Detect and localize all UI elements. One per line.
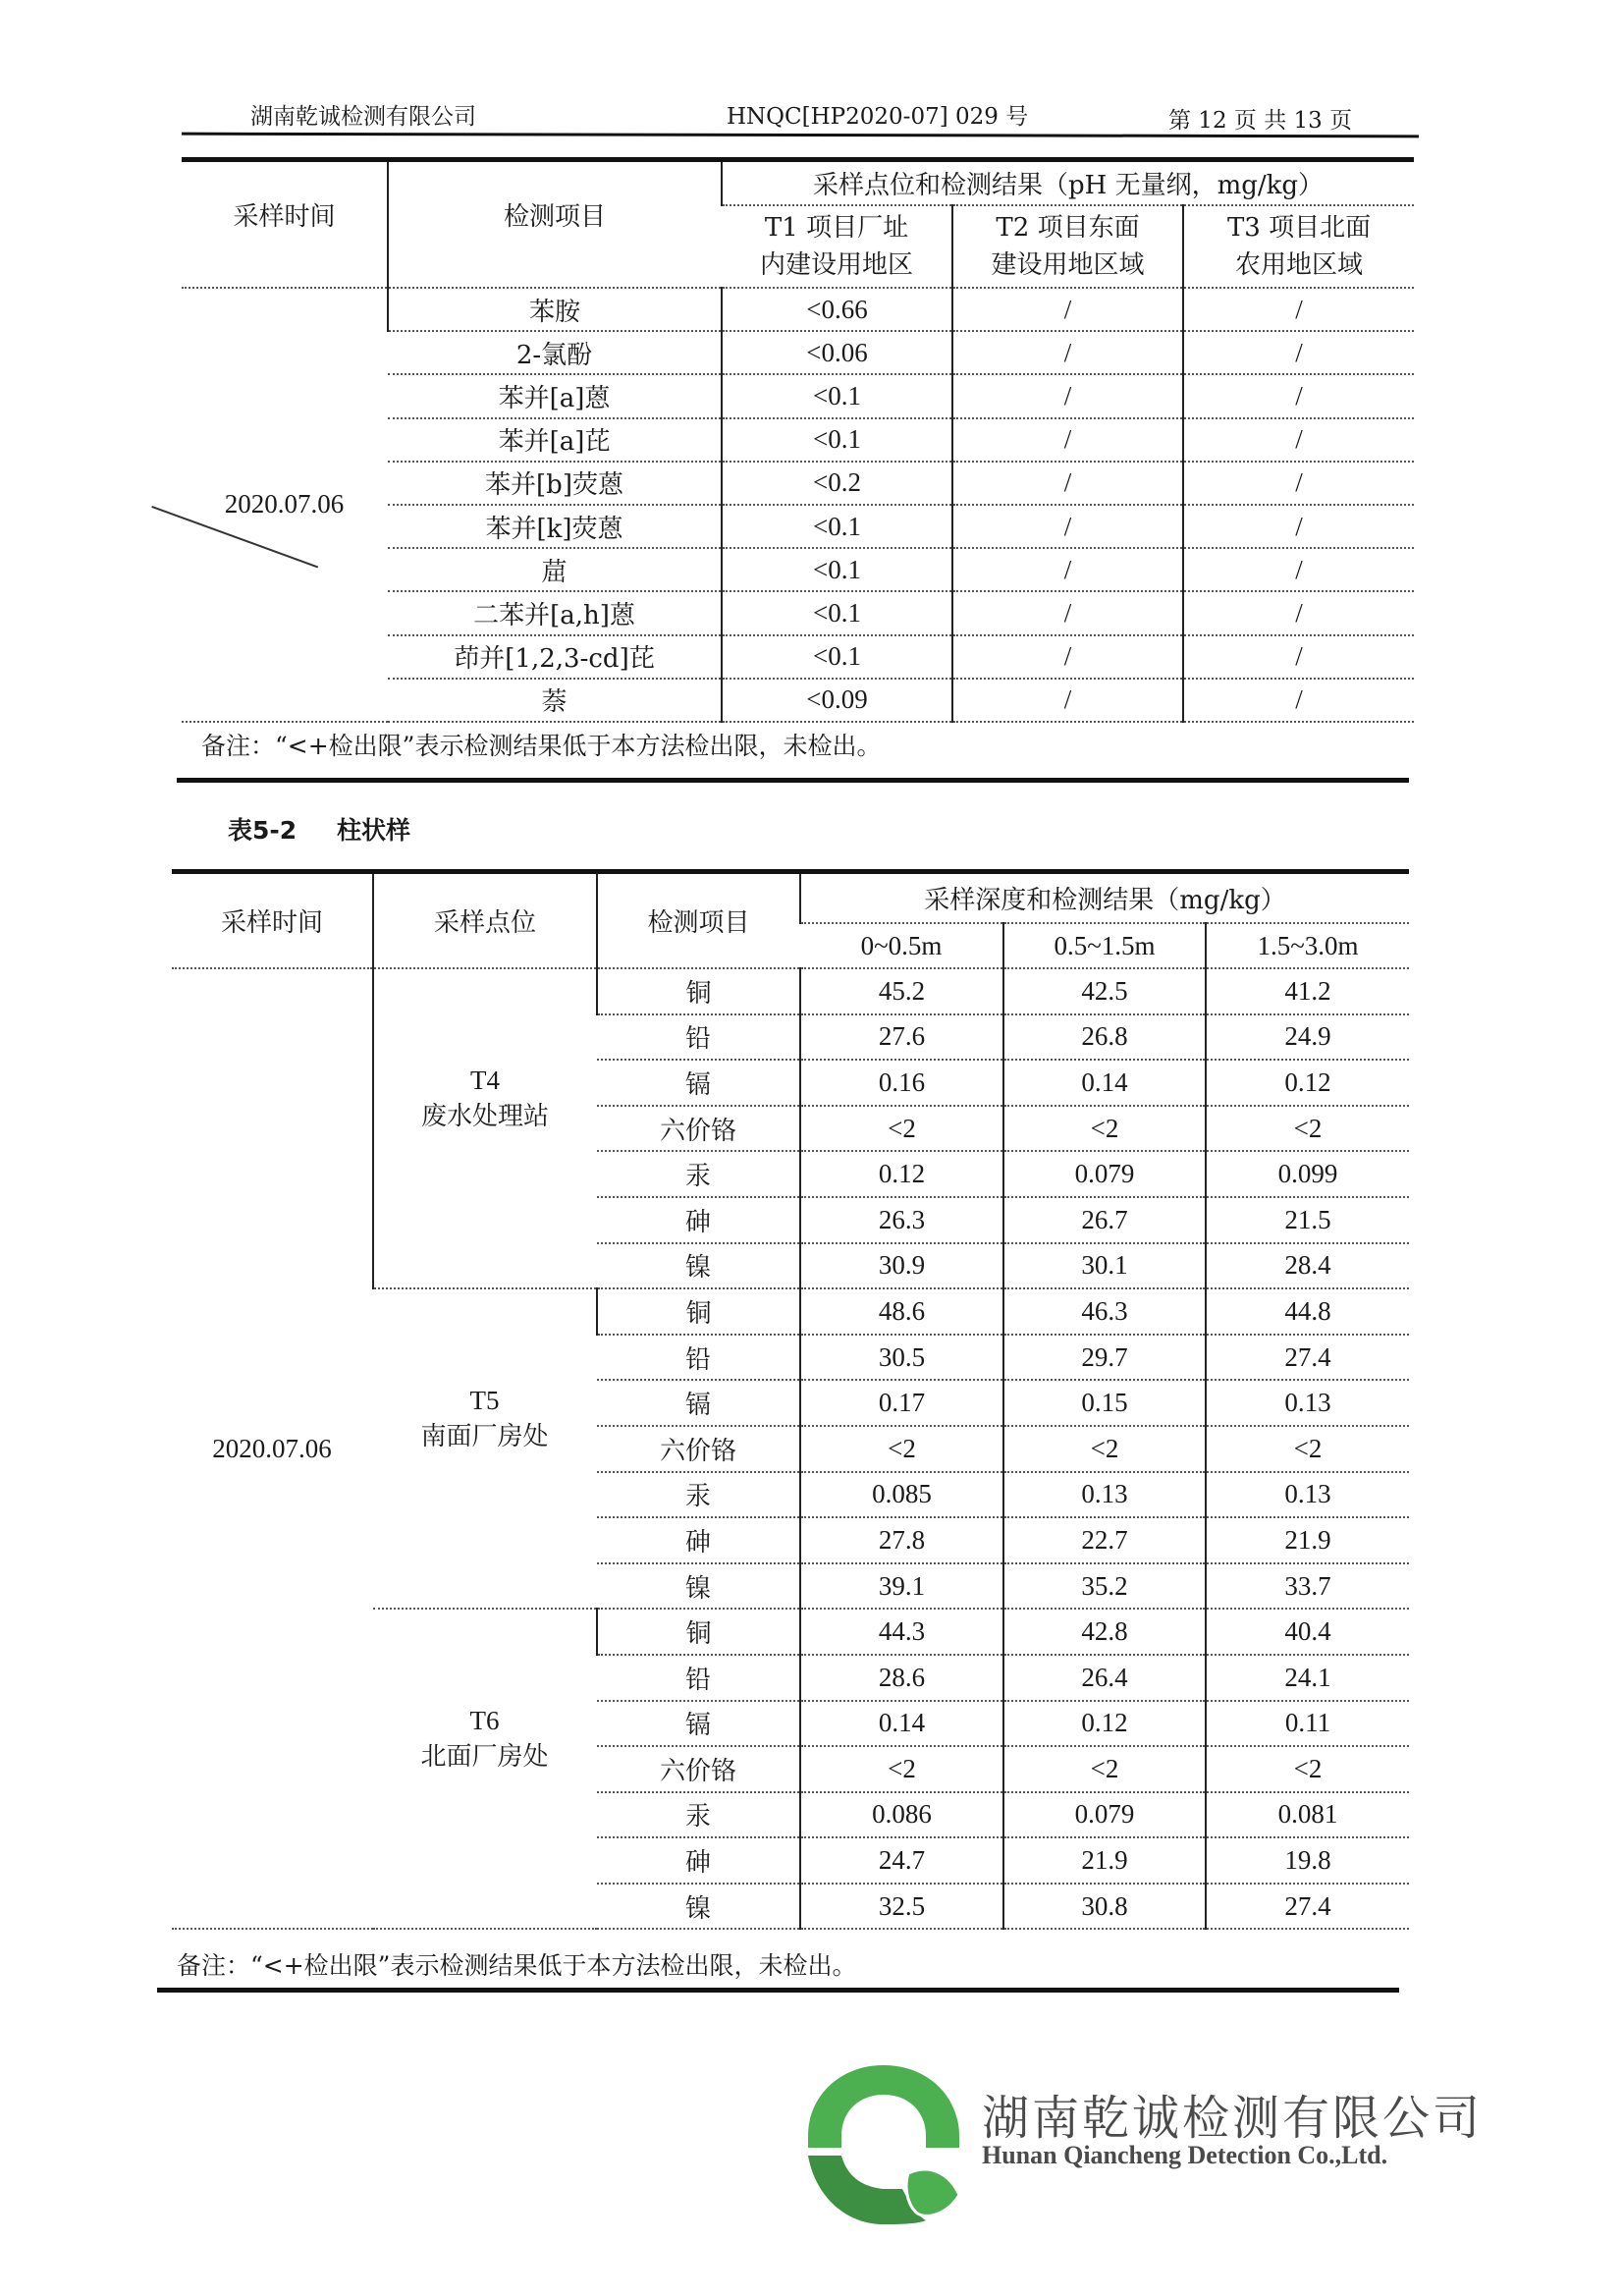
t1-date: 2020.07.06 xyxy=(182,288,388,722)
t1-value-t2: / xyxy=(952,635,1183,679)
t1-value-t2: / xyxy=(952,288,1183,331)
header-page-number: 第 12 页 共 13 页 xyxy=(1168,108,1353,134)
t1-item: 二苯并[a,h]蒽 xyxy=(388,591,722,634)
t1-value-t2: / xyxy=(952,331,1183,374)
t2-value-depth-2: 42.5 xyxy=(1003,968,1206,1014)
t2-value-depth-1: 0.085 xyxy=(800,1472,1003,1518)
table2-caption-number: 表5-2 xyxy=(228,816,298,845)
t2-item: 汞 xyxy=(597,1472,800,1518)
table1-bottom-rule xyxy=(177,778,1409,783)
t2-value-depth-3: 0.13 xyxy=(1206,1380,1409,1426)
header-company: 湖南乾诚检测有限公司 xyxy=(250,104,476,130)
t2-value-depth-2: 46.3 xyxy=(1003,1288,1206,1335)
t2-value-depth-3: 40.4 xyxy=(1206,1609,1409,1655)
t2-value-depth-2: <2 xyxy=(1003,1746,1206,1792)
t2-value-depth-3: 27.4 xyxy=(1206,1884,1409,1930)
table2-note: 备注：“<+检出限”表示检测结果低于本方法检出限，未检出。 xyxy=(177,1951,857,1980)
t1-value-t2: / xyxy=(952,462,1183,505)
t1-header-site-2: T2 项目东面建设用地区域 xyxy=(952,205,1183,288)
t2-item: 镍 xyxy=(597,1884,800,1930)
t2-value-depth-1: <2 xyxy=(800,1746,1003,1792)
table2 xyxy=(172,874,1409,1930)
t2-value-depth-2: 0.14 xyxy=(1003,1060,1206,1106)
t1-value-t1: <0.1 xyxy=(722,591,952,634)
table1 xyxy=(182,162,1414,723)
t2-value-depth-3: 0.099 xyxy=(1206,1151,1409,1197)
t2-header-depth-1: 0~0.5m xyxy=(800,923,1003,968)
header-doc-number: HNQC[HP2020-07] 029 号 xyxy=(727,104,1029,130)
t2-header-site: 采样点位 xyxy=(373,874,597,968)
t2-value-depth-1: 24.7 xyxy=(800,1837,1003,1884)
t2-item: 汞 xyxy=(597,1151,800,1197)
site-name: 北面厂房处 xyxy=(420,1742,549,1773)
t2-value-depth-1: 39.1 xyxy=(800,1563,1003,1610)
table2-bottom-rule xyxy=(157,1988,1399,1993)
t1-header-item: 检测项目 xyxy=(388,162,722,288)
t1-header-site-1: T1 项目厂址内建设用地区 xyxy=(722,205,952,288)
t2-value-depth-1: 0.16 xyxy=(800,1060,1003,1106)
t1-value-t3: / xyxy=(1183,635,1414,679)
t2-header-depth-3: 1.5~3.0m xyxy=(1206,923,1409,968)
t1-item: 苯并[a]蒽 xyxy=(388,374,722,417)
t2-item: 汞 xyxy=(597,1792,800,1838)
site-name: 废水处理站 xyxy=(420,1102,549,1132)
t2-item: 砷 xyxy=(597,1197,800,1243)
t2-item: 铅 xyxy=(597,1335,800,1381)
leaf-icon xyxy=(906,2169,959,2215)
t2-item: 铜 xyxy=(597,1609,800,1655)
t2-value-depth-3: <2 xyxy=(1206,1746,1409,1792)
t1-value-t2: / xyxy=(952,679,1183,722)
t2-value-depth-1: 27.6 xyxy=(800,1014,1003,1061)
t1-item: 苯胺 xyxy=(388,288,722,331)
t1-value-t3: / xyxy=(1183,591,1414,634)
t2-value-depth-2: 26.4 xyxy=(1003,1655,1206,1701)
site-code: T4 xyxy=(470,1066,500,1096)
t1-header-time: 采样时间 xyxy=(182,162,388,288)
t2-value-depth-1: 28.6 xyxy=(800,1655,1003,1701)
t1-value-t3: / xyxy=(1183,505,1414,548)
t2-site-t6 xyxy=(373,1609,597,1929)
t1-value-t3: / xyxy=(1183,288,1414,331)
t1-item: 萘 xyxy=(388,679,722,722)
t1-item: 苯并[b]荧蒽 xyxy=(388,462,722,505)
t1-value-t3: / xyxy=(1183,548,1414,591)
t1-value-t3: / xyxy=(1183,374,1414,417)
t1-value-t1: <0.1 xyxy=(722,505,952,548)
t2-row xyxy=(172,968,1409,1014)
t2-value-depth-2: 0.13 xyxy=(1003,1472,1206,1518)
t1-value-t1: <0.1 xyxy=(722,635,952,679)
logo-name-en: Hunan Qiancheng Detection Co.,Ltd. xyxy=(982,2141,1388,2169)
t2-value-depth-3: 19.8 xyxy=(1206,1837,1409,1884)
t1-value-t1: <0.66 xyxy=(722,288,952,331)
t2-item: 砷 xyxy=(597,1837,800,1884)
t2-site-t5 xyxy=(373,1288,597,1609)
t2-value-depth-1: 30.5 xyxy=(800,1335,1003,1381)
t2-item: 铅 xyxy=(597,1655,800,1701)
t2-value-depth-2: 22.7 xyxy=(1003,1517,1206,1563)
t1-value-t2: / xyxy=(952,418,1183,462)
t1-value-t1: <0.1 xyxy=(722,374,952,417)
t1-value-t2: / xyxy=(952,591,1183,634)
t2-item: 六价铬 xyxy=(597,1746,800,1792)
t2-value-depth-3: 33.7 xyxy=(1206,1563,1409,1610)
t1-value-t1: <0.06 xyxy=(722,331,952,374)
t1-value-t3: / xyxy=(1183,679,1414,722)
table2-caption-title: 柱状样 xyxy=(337,816,411,845)
t1-item: 苯并[k]荧蒽 xyxy=(388,505,722,548)
t1-value-t3: / xyxy=(1183,462,1414,505)
t2-value-depth-2: <2 xyxy=(1003,1426,1206,1472)
site-code: T5 xyxy=(469,1386,500,1416)
t1-value-t3: / xyxy=(1183,418,1414,462)
t1-item: 䓛 xyxy=(388,548,722,591)
t2-value-depth-1: 48.6 xyxy=(800,1288,1003,1335)
t2-item: 铜 xyxy=(597,1288,800,1335)
t2-value-depth-2: 0.12 xyxy=(1003,1701,1206,1747)
t2-value-depth-1: 0.086 xyxy=(800,1792,1003,1838)
t2-value-depth-1: 45.2 xyxy=(800,968,1003,1014)
t2-value-depth-2: 0.15 xyxy=(1003,1380,1206,1426)
company-logo-icon xyxy=(800,2057,967,2224)
logo-ring xyxy=(808,2065,959,2148)
t1-header-site-3: T3 项目北面农用地区域 xyxy=(1183,205,1414,288)
t2-value-depth-2: 26.7 xyxy=(1003,1197,1206,1243)
t2-value-depth-1: 0.12 xyxy=(800,1151,1003,1197)
t2-item: 镉 xyxy=(597,1380,800,1426)
t1-item: 茚并[1,2,3-cd]芘 xyxy=(388,635,722,679)
t1-item: 苯并[a]芘 xyxy=(388,418,722,462)
table1-note: 备注：“<+检出限”表示检测结果低于本方法检出限，未检出。 xyxy=(201,732,882,760)
t2-value-depth-2: 29.7 xyxy=(1003,1335,1206,1381)
t2-header-depth-2: 0.5~1.5m xyxy=(1003,923,1206,968)
t2-item: 六价铬 xyxy=(597,1426,800,1472)
t2-value-depth-3: 21.9 xyxy=(1206,1517,1409,1563)
t2-item: 镍 xyxy=(597,1563,800,1610)
t2-value-depth-2: 42.8 xyxy=(1003,1609,1206,1655)
logo-name-cn: 湖南乾诚检测有限公司 xyxy=(982,2091,1484,2146)
t1-value-t2: / xyxy=(952,374,1183,417)
t2-value-depth-3: 44.8 xyxy=(1206,1288,1409,1335)
t2-value-depth-3: 41.2 xyxy=(1206,968,1409,1014)
t2-value-depth-1: 0.14 xyxy=(800,1701,1003,1747)
t2-value-depth-3: 0.11 xyxy=(1206,1701,1409,1747)
t1-value-t3: / xyxy=(1183,331,1414,374)
t2-value-depth-1: <2 xyxy=(800,1106,1003,1152)
t2-value-depth-1: 32.5 xyxy=(800,1884,1003,1930)
t2-value-depth-3: 21.5 xyxy=(1206,1197,1409,1243)
t2-value-depth-3: 24.9 xyxy=(1206,1014,1409,1061)
t2-value-depth-2: 30.1 xyxy=(1003,1243,1206,1289)
t2-item: 镉 xyxy=(597,1701,800,1747)
t2-item: 镍 xyxy=(597,1243,800,1289)
t2-item: 砷 xyxy=(597,1517,800,1563)
t2-value-depth-1: 26.3 xyxy=(800,1197,1003,1243)
t2-value-depth-1: 27.8 xyxy=(800,1517,1003,1563)
t2-item: 六价铬 xyxy=(597,1106,800,1152)
t2-value-depth-2: 0.079 xyxy=(1003,1151,1206,1197)
t1-value-t1: <0.09 xyxy=(722,679,952,722)
t2-header-time: 采样时间 xyxy=(172,874,373,968)
t2-value-depth-2: 0.079 xyxy=(1003,1792,1206,1838)
t2-value-depth-1: 0.17 xyxy=(800,1380,1003,1426)
t2-value-depth-2: <2 xyxy=(1003,1106,1206,1152)
t2-value-depth-3: 27.4 xyxy=(1206,1335,1409,1381)
t2-date: 2020.07.06 xyxy=(172,968,373,1929)
t2-item: 铜 xyxy=(597,968,800,1014)
t2-header-group: 采样深度和检测结果（mg/kg） xyxy=(800,874,1409,923)
t1-value-t1: <0.1 xyxy=(722,548,952,591)
t1-value-t1: <0.1 xyxy=(722,418,952,462)
t2-value-depth-3: 28.4 xyxy=(1206,1243,1409,1289)
t2-item: 铅 xyxy=(597,1014,800,1061)
t1-value-t2: / xyxy=(952,505,1183,548)
t2-value-depth-2: 30.8 xyxy=(1003,1884,1206,1930)
t1-item: 2-氯酚 xyxy=(388,331,722,374)
t2-header-item: 检测项目 xyxy=(597,874,800,968)
t2-item: 镉 xyxy=(597,1060,800,1106)
t2-value-depth-3: 0.13 xyxy=(1206,1472,1409,1518)
t2-value-depth-3: 0.081 xyxy=(1206,1792,1409,1838)
t2-value-depth-2: 21.9 xyxy=(1003,1837,1206,1884)
site-code: T6 xyxy=(469,1706,500,1736)
t1-row xyxy=(182,288,1414,331)
t1-value-t1: <0.2 xyxy=(722,462,952,505)
t2-value-depth-1: <2 xyxy=(800,1426,1003,1472)
t2-value-depth-1: 30.9 xyxy=(800,1243,1003,1289)
t2-value-depth-3: <2 xyxy=(1206,1106,1409,1152)
t2-value-depth-3: 0.12 xyxy=(1206,1060,1409,1106)
t2-value-depth-2: 26.8 xyxy=(1003,1014,1206,1061)
t1-header-group: 采样点位和检测结果（pH 无量纲，mg/kg） xyxy=(722,162,1414,205)
t1-value-t2: / xyxy=(952,548,1183,591)
t2-value-depth-2: 35.2 xyxy=(1003,1563,1206,1610)
t2-site-t4 xyxy=(373,968,597,1288)
site-name: 南面厂房处 xyxy=(420,1422,549,1452)
t2-value-depth-3: 24.1 xyxy=(1206,1655,1409,1701)
t2-value-depth-3: <2 xyxy=(1206,1426,1409,1472)
t2-value-depth-1: 44.3 xyxy=(800,1609,1003,1655)
